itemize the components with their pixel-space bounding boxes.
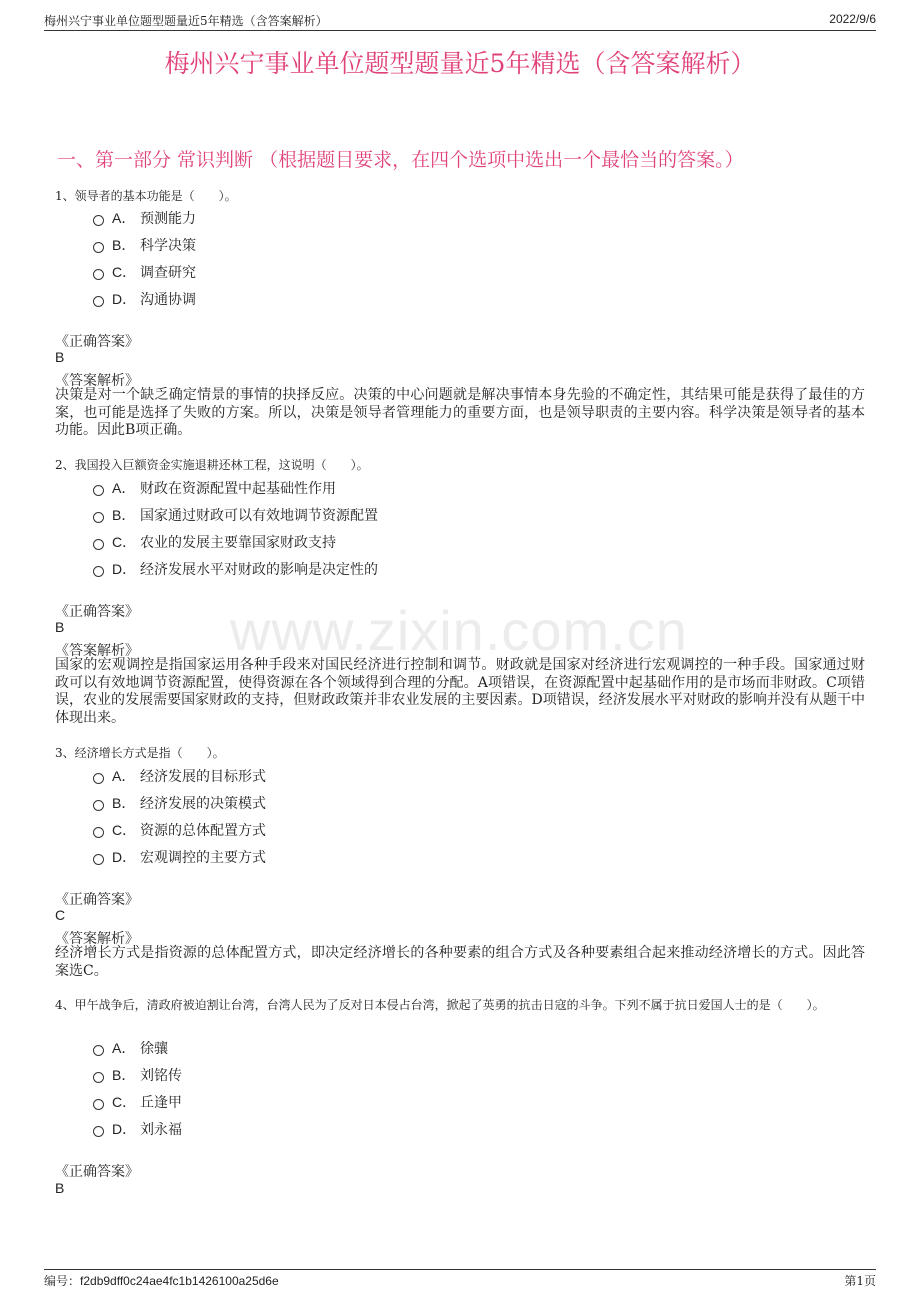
page-footer bbox=[44, 1269, 876, 1290]
question-1-answer: B bbox=[55, 349, 65, 365]
question-1-stem: 1、领导者的基本功能是（ ）。 bbox=[55, 189, 237, 203]
question-4-option-a[interactable]: A． 徐骧 bbox=[93, 1039, 168, 1057]
question-1-option-a[interactable]: A． 预测能力 bbox=[93, 209, 196, 227]
radio-icon[interactable] bbox=[93, 800, 104, 811]
question-4-option-d[interactable]: D． 刘永福 bbox=[93, 1120, 182, 1138]
question-1-explanation: 决策是对一个缺乏确定情景的事情的抉择反应。决策的中心问题就是解决事情本身先验的不确定性，其结果可能是获得了最佳的方案，也可能是选择了失败的方案。所以，决策是领导者管理能力的重要方面，也是领导职责的主要内容。科学决策是领导者的基本功能。因此B项正确。 bbox=[55, 387, 865, 438]
radio-icon[interactable] bbox=[93, 566, 104, 577]
radio-icon[interactable] bbox=[93, 1099, 104, 1110]
question-2-option-b[interactable]: B． 国家通过财政可以有效地调节资源配置 bbox=[93, 506, 378, 524]
question-4-stem: 4、甲午战争后，清政府被迫割让台湾，台湾人民为了反对日本侵占台湾，掀起了英勇的抗击日寇的斗争。下列不属于抗日爱国人士的是（ ）。 bbox=[55, 998, 825, 1012]
question-2-stem: 2、我国投入巨额资金实施退耕还林工程，这说明（ ）。 bbox=[55, 458, 369, 472]
question-3-option-c[interactable]: C． 资源的总体配置方式 bbox=[93, 821, 266, 839]
question-3-explanation: 经济增长方式是指资源的总体配置方式，即决定经济增长的各种要素的组合方式及各种要素组合起来推动经济增长的方式。因此答案选C。 bbox=[55, 945, 865, 979]
section-heading: 一、第一部分 常识判断 （根据题目要求，在四个选项中选出一个最恰当的答案。） bbox=[57, 149, 744, 171]
header-date: 2022/9/6 bbox=[829, 12, 876, 26]
explain-label: 《答案解析》 bbox=[55, 931, 139, 947]
explain-label: 《答案解析》 bbox=[55, 373, 139, 389]
answer-label: 《正确答案》 bbox=[55, 892, 139, 908]
question-2-option-a[interactable]: A． 财政在资源配置中起基础性作用 bbox=[93, 479, 336, 497]
question-2-option-d[interactable]: D． 经济发展水平对财政的影响是决定性的 bbox=[93, 560, 378, 578]
question-3-answer: C bbox=[55, 907, 66, 923]
footer-page-number: 第1页 bbox=[844, 1274, 876, 1288]
radio-icon[interactable] bbox=[93, 269, 104, 280]
answer-label: 《正确答案》 bbox=[55, 604, 139, 620]
question-3-option-a[interactable]: A． 经济发展的目标形式 bbox=[93, 767, 266, 785]
question-2-explanation: 国家的宏观调控是指国家运用各种手段来对国民经济进行控制和调节。财政就是国家对经济进行宏观调控的一种手段。国家通过财政可以有效地调节资源配置，使得资源在各个领域得到合理的分配。A项错误，在资源配置中起基础作用的是市场而非财政。C项错误，农业的发展需要国家财政的支持，但财政政策并非农业发展的主要因素。D项错误，经济发展水平对财政的影响并没有从题干中体现出来。 bbox=[55, 657, 865, 726]
question-1-option-b[interactable]: B． 科学决策 bbox=[93, 236, 196, 254]
radio-icon[interactable] bbox=[93, 485, 104, 496]
radio-icon[interactable] bbox=[93, 512, 104, 523]
question-2-answer: B bbox=[55, 619, 65, 635]
question-1-option-c[interactable]: C． 调查研究 bbox=[93, 263, 196, 281]
radio-icon[interactable] bbox=[93, 773, 104, 784]
radio-icon[interactable] bbox=[93, 1045, 104, 1056]
question-3-option-d[interactable]: D． 宏观调控的主要方式 bbox=[93, 848, 266, 866]
answer-label: 《正确答案》 bbox=[55, 1164, 139, 1180]
question-2-option-c[interactable]: C． 农业的发展主要靠国家财政支持 bbox=[93, 533, 336, 551]
watermark: www.zixin.com.cn bbox=[230, 599, 688, 662]
radio-icon[interactable] bbox=[93, 242, 104, 253]
radio-icon[interactable] bbox=[93, 827, 104, 838]
explain-label: 《答案解析》 bbox=[55, 643, 139, 659]
radio-icon[interactable] bbox=[93, 1072, 104, 1083]
page-title: 梅州兴宁事业单位题型题量近5年精选（含答案解析） bbox=[164, 49, 756, 78]
radio-icon[interactable] bbox=[93, 1126, 104, 1137]
question-3-option-b[interactable]: B． 经济发展的决策模式 bbox=[93, 794, 266, 812]
question-3-stem: 3、经济增长方式是指（ ）。 bbox=[55, 746, 225, 760]
header-doc-title: 梅州兴宁事业单位题型题量近5年精选（含答案解析） bbox=[44, 14, 328, 28]
radio-icon[interactable] bbox=[93, 296, 104, 307]
radio-icon[interactable] bbox=[93, 215, 104, 226]
page-header bbox=[44, 12, 876, 31]
question-4-answer: B bbox=[55, 1180, 65, 1196]
answer-label: 《正确答案》 bbox=[55, 334, 139, 350]
question-1-option-d[interactable]: D． 沟通协调 bbox=[93, 290, 196, 308]
question-4-option-c[interactable]: C． 丘逢甲 bbox=[93, 1093, 182, 1111]
footer-id: 编号：f2db9dff0c24ae4fc1b1426100a25d6e bbox=[44, 1274, 279, 1288]
radio-icon[interactable] bbox=[93, 539, 104, 550]
radio-icon[interactable] bbox=[93, 854, 104, 865]
question-4-option-b[interactable]: B． 刘铭传 bbox=[93, 1066, 182, 1084]
